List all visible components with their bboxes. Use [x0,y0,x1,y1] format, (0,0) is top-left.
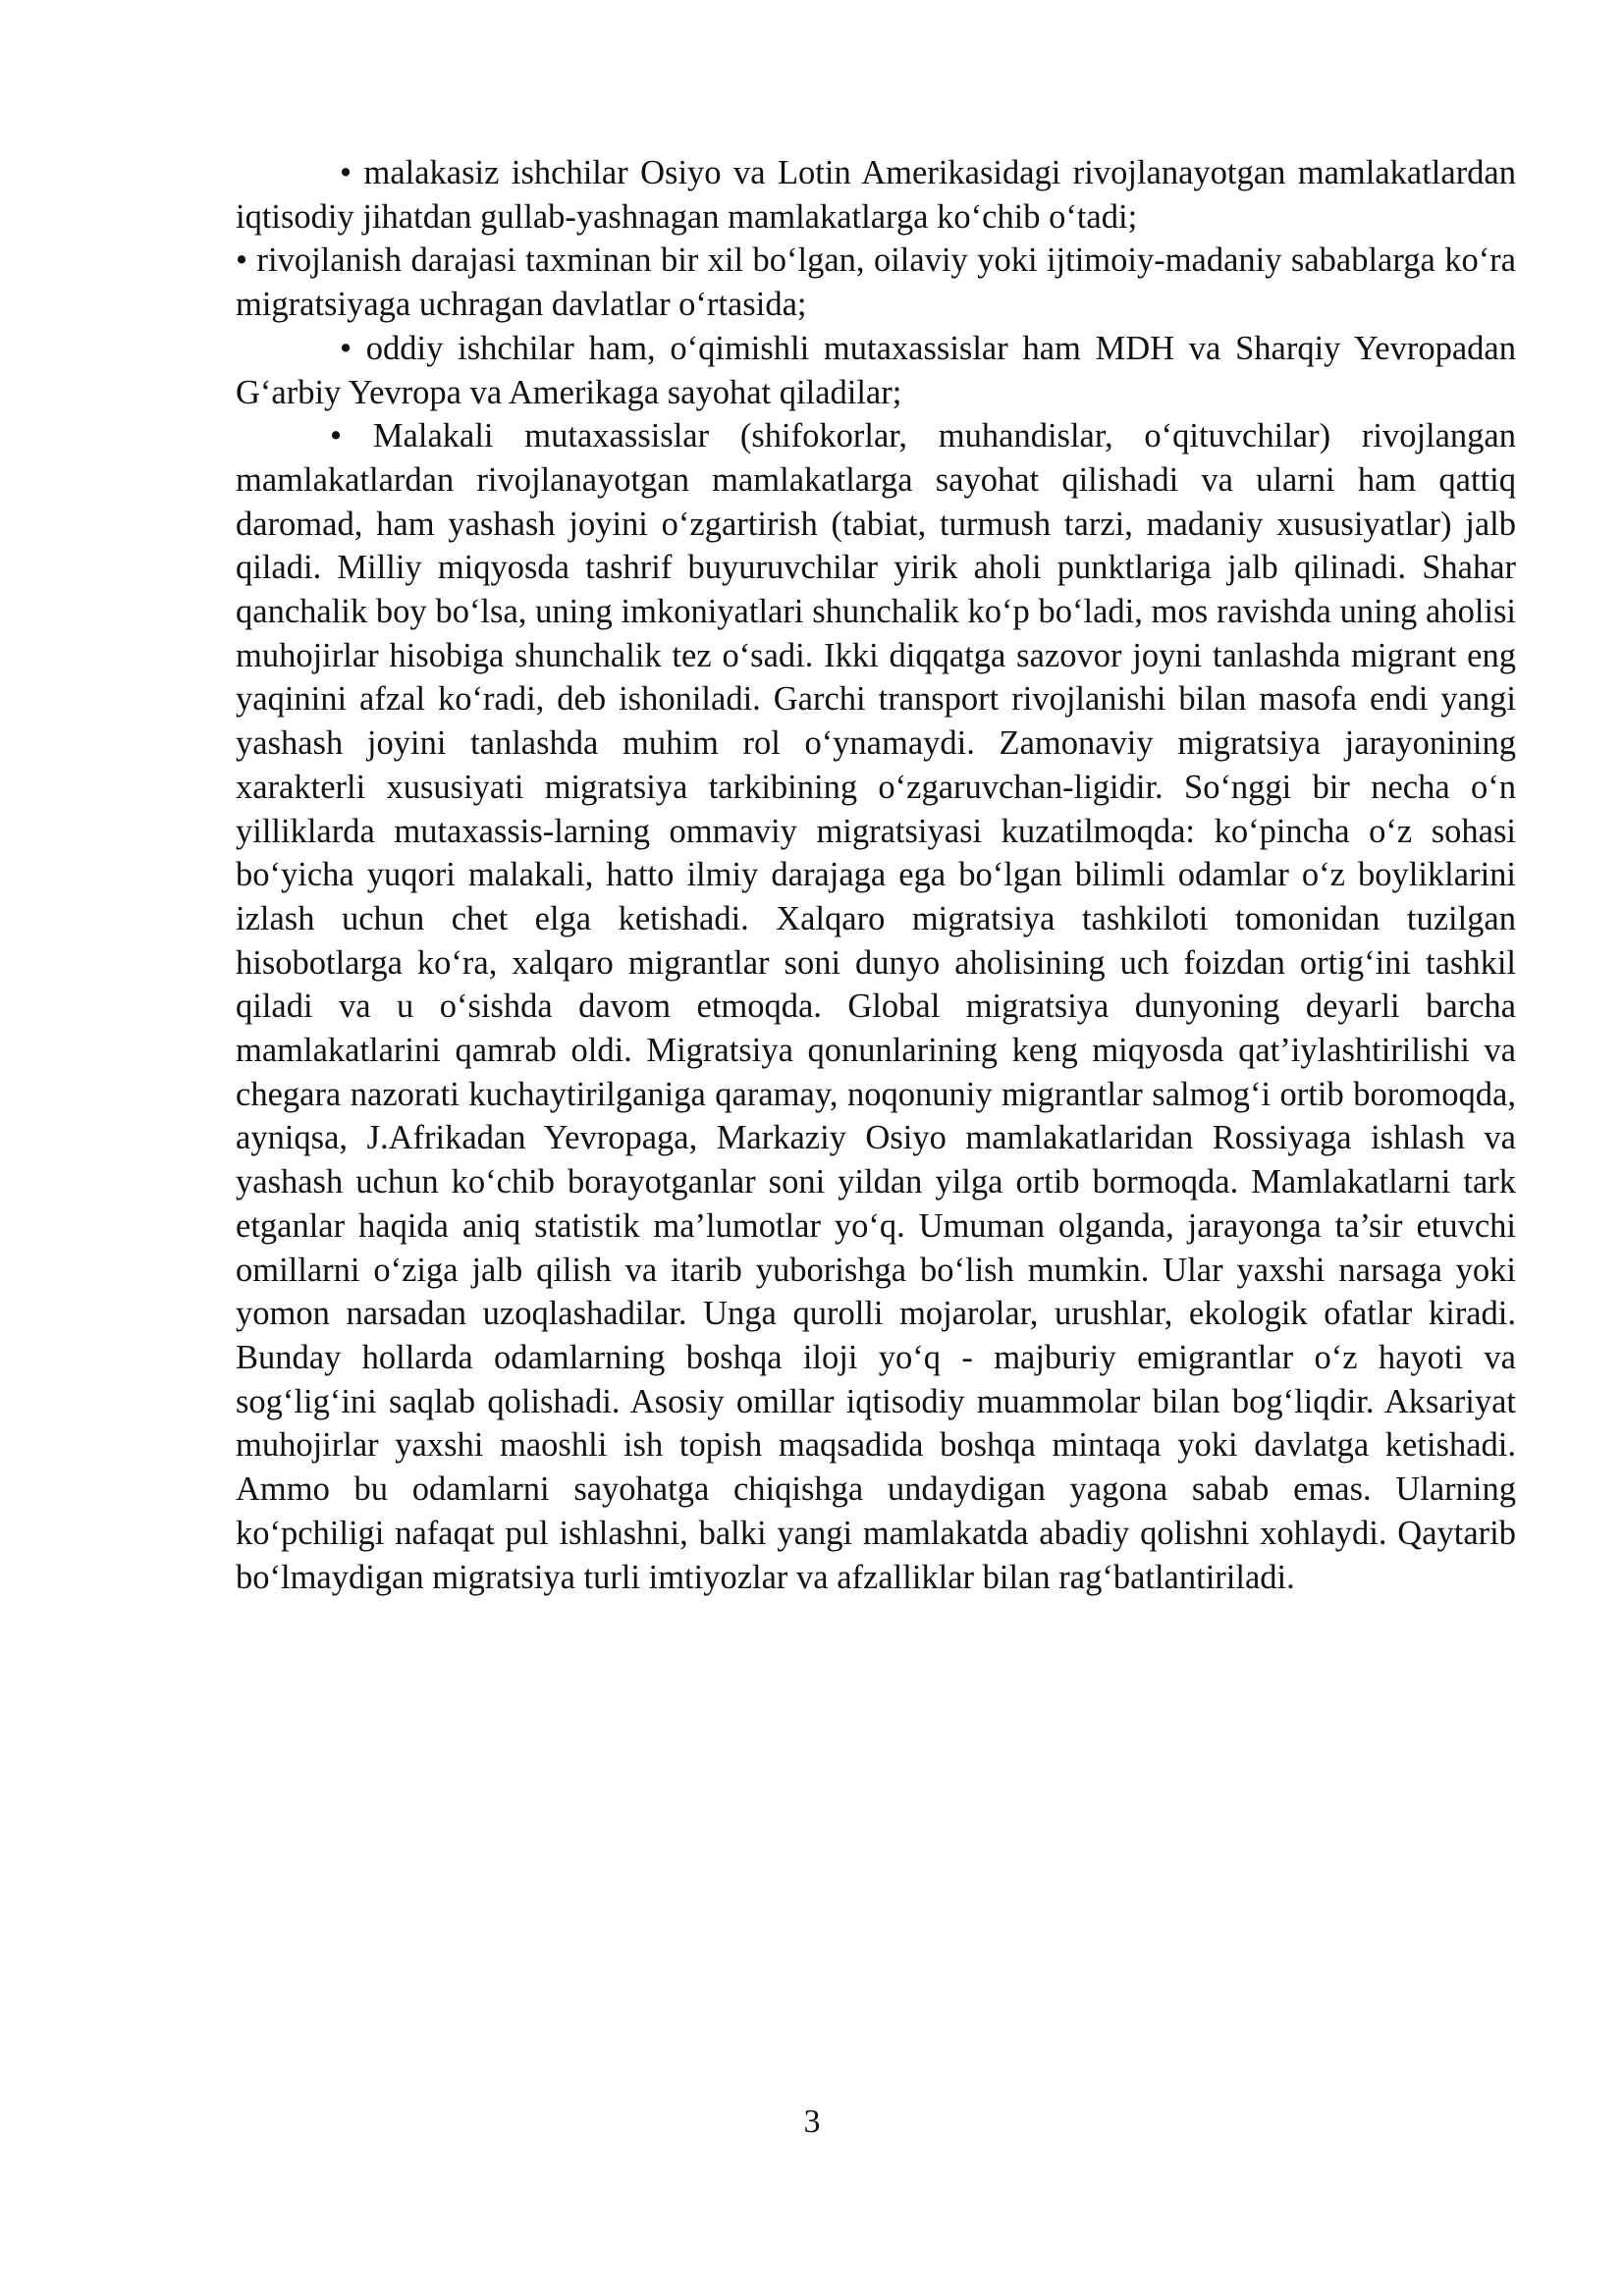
bullet-paragraph-unskilled-workers: • malakasiz ishchilar Osiyo va Lotin Amerikasidagi rivojlanayotgan mamlakatlardan iqtisodiy jihatdan gullab-yashnagan mamlakatlarga ko‘chib o‘tadi; [236,154,1516,236]
page-number: 3 [803,2104,821,2140]
body-text [236,151,1516,1599]
bullet-paragraph-qualified-specialists: • Malakali mutaxassislar (shifokorlar, muhandislar, o‘qituvchilar) rivojlangan mamlakatlardan rivojlanayotgan mamlakatlarga sayohat qilishadi va ularni ham qattiq daromad, ham yashash joyini o‘zgartirish (tabiat, turmush tarzi, madaniy xususiyatlar) jalb qiladi. Milliy miqyosda tashrif buyuruvchilar yirik aholi punktlariga jalb qilinadi. Shahar qanchalik boy bo‘lsa, uning imkoniyatlari shunchalik ko‘p bo‘ladi, mos ravishda uning aholisi muhojirlar hisobiga shunchalik tez o‘sadi. Ikki diqqatga sazovor joyni tanlashda migrant eng yaqinini afzal ko‘radi, deb ishoniladi. Garchi transport rivojlanishi bilan masofa endi yangi yashash joyini tanlashda muhim rol o‘ynamaydi. Zamonaviy migratsiya jarayonining xarakterli xususiyati migratsiya tarkibining o‘zgaruvchan-ligidir. So‘nggi bir necha o‘n yilliklarda mutaxassis-larning ommaviy migratsiyasi kuzatilmoqda: ko‘pincha o‘z sohasi bo‘yicha yuqori malakali, hatto ilmiy darajaga ega bo‘lgan bilimli odamlar o‘z boyliklarini izlash uchun chet elga ketishadi. Xalqaro migratsiya tashkiloti tomonidan tuzilgan hisobotlarga ko‘ra, xalqaro migrantlar soni dunyo aholisining uch foizdan ortig‘ini tashkil qiladi va u o‘sishda davom etmoqda. Global migratsiya dunyoning deyarli barcha mamlakatlarini qamrab oldi. Migratsiya qonunlarining keng miqyosda qat’iylashtirilishi va chegara nazorati kuchaytirilganiga qaramay, noqonuniy migrantlar salmog‘i ortib boromoqda, ayniqsa, J.Afrikadan Yevropaga, Markaziy Osiyo mamlakatlaridan Rossiyaga ishlash va yashash uchun ko‘chib borayotganlar soni yildan yilga ortib bormoqda. Mamlakatlarni tark etganlar haqida aniq statistik ma’lumotlar yo‘q. Umuman olganda, jarayonga ta’sir etuvchi omillarni o‘ziga jalb qilish va itarib yuborishga bo‘lish mumkin. Ular yaxshi narsaga yoki yomon narsadan uzoqlashadilar. Unga qurolli mojarolar, urushlar, ekologik ofatlar kiradi. Bunday hollarda odamlarning boshqa iloji yo‘q - majburiy emigrantlar o‘z hayoti va sog‘lig‘ini saqlab qolishadi. Asosiy omillar iqtisodiy muammolar bilan bog‘liqdir. Aksariyat muhojirlar yaxshi maoshli ish topish maqsadida boshqa mintaqa yoki davlatga ketishadi. Ammo bu odamlarni sayohatga chiqishga undaydigan yagona sabab emas. Ularning ko‘pchiligi nafaqat pul ishlashni, balki yangi mamlakatda abadiy qolishni xohlaydi. Qaytarib bo‘lmaydigan migratsiya turli imtiyozlar va afzalliklar bilan rag‘batlantiriladi. [236,417,1516,1596]
bullet-paragraph-similar-development: • rivojlanish darajasi taxminan bir xil bo‘lgan, oilaviy yoki ijtimoiy-madaniy sabablarga ko‘ra migratsiyaga uchragan davlatlar o‘rtasida; [236,241,1516,324]
bullet-paragraph-ordinary-workers: • oddiy ishchilar ham, o‘qimishli mutaxassislar ham MDH va Sharqiy Yevropadan G‘arbiy Yevropa va Amerikaga sayohat qiladilar; [236,329,1516,411]
